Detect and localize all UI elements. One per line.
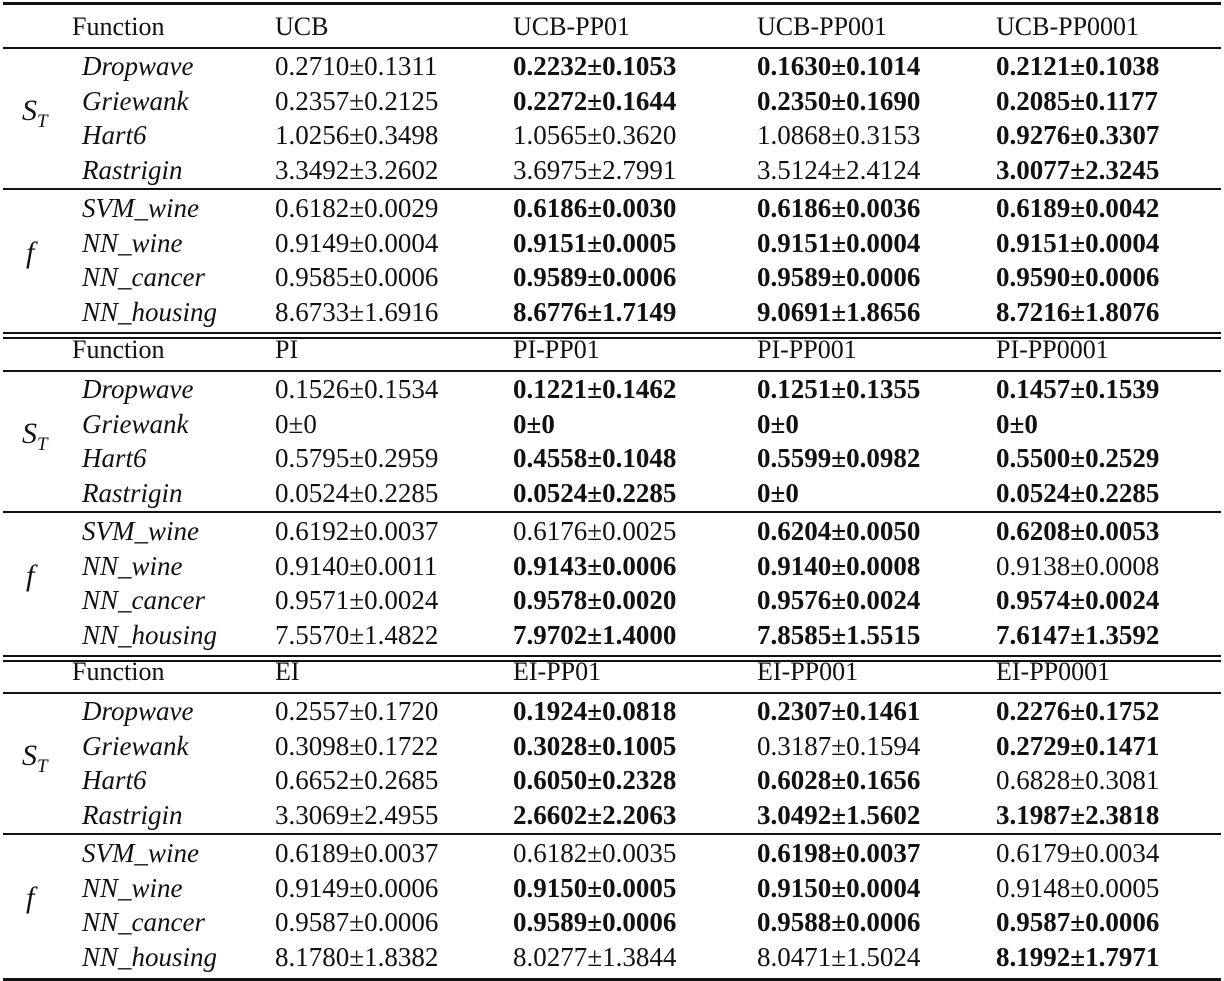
function-name: Dropwave <box>82 374 194 404</box>
column-header-function: Function <box>72 335 165 364</box>
metric-value: 0.9587±0.0006 <box>275 907 439 937</box>
metric-value: 0.9149±0.0006 <box>275 872 439 903</box>
metric-value: 0.6828±0.3081 <box>996 765 1160 795</box>
metric-value: 0.9140±0.0008 <box>757 550 921 581</box>
column-header: EI-PP01 <box>513 657 602 686</box>
metric-value: 3.3492±3.2602 <box>275 154 439 185</box>
function-name: Griewank <box>82 85 189 116</box>
metric-value: 0±0 <box>757 477 799 508</box>
group-label-st <box>22 417 48 456</box>
metric-value: 0.1221±0.1462 <box>513 374 677 404</box>
function-name: NN_housing <box>82 619 218 650</box>
metric-value: 0.2276±0.1752 <box>996 696 1160 726</box>
metric-value: 8.0471±1.5024 <box>757 941 921 972</box>
metric-value: 3.3069±2.4955 <box>275 799 439 830</box>
metric-value: 0.0524±0.2285 <box>275 477 439 508</box>
group-rule <box>3 833 1221 835</box>
metric-value: 0.3187±0.1594 <box>757 730 921 761</box>
metric-value: 0.6186±0.0036 <box>757 193 921 223</box>
metric-value: 0.9150±0.0005 <box>513 872 677 903</box>
metric-value: 3.1987±2.3818 <box>996 799 1160 830</box>
column-header: UCB <box>275 12 329 41</box>
metric-value: 0.9151±0.0005 <box>513 227 677 258</box>
group-label-subscript: T <box>37 756 48 777</box>
metric-value: 8.1780±1.8382 <box>275 941 439 972</box>
group-label-st <box>22 739 48 778</box>
metric-value: 0.2232±0.1053 <box>513 51 677 81</box>
metric-value: 0.9151±0.0004 <box>996 227 1160 258</box>
metric-value: 0.2710±0.1311 <box>275 51 438 81</box>
function-name: NN_cancer <box>82 907 205 937</box>
function-name: NN_cancer <box>82 262 205 292</box>
function-name: SVM_wine <box>82 838 199 868</box>
metric-value: 0.3028±0.1005 <box>513 730 677 761</box>
group-label-main: S <box>22 739 37 772</box>
group-label-main: S <box>22 417 37 450</box>
metric-value: 0±0 <box>275 408 317 439</box>
group-rule <box>3 188 1221 190</box>
column-header: PI-PP001 <box>757 335 857 364</box>
function-name: SVM_wine <box>82 516 199 546</box>
metric-value: 7.6147±1.3592 <box>996 619 1160 650</box>
metric-value: 0.9576±0.0024 <box>757 585 921 615</box>
metric-value: 7.8585±1.5515 <box>757 619 921 650</box>
top-rule <box>3 2 1221 5</box>
metric-value: 0.9150±0.0004 <box>757 872 921 903</box>
metric-value: 8.6776±1.7149 <box>513 296 677 327</box>
function-name: Hart6 <box>82 765 147 795</box>
function-name: Rastrigin <box>82 477 183 508</box>
function-name: Rastrigin <box>82 799 183 830</box>
metric-value: 0.9276±0.3307 <box>996 120 1160 150</box>
metric-value: 0.6192±0.0037 <box>275 516 439 546</box>
group-label-subscript: T <box>37 434 48 455</box>
function-name: Hart6 <box>82 120 147 150</box>
function-name: NN_housing <box>82 296 218 327</box>
metric-value: 0.1251±0.1355 <box>757 374 921 404</box>
metric-value: 0.1630±0.1014 <box>757 51 921 81</box>
metric-value: 0.9587±0.0006 <box>996 907 1160 937</box>
metric-value: 0.1457±0.1539 <box>996 374 1160 404</box>
metric-value: 0.9588±0.0006 <box>757 907 921 937</box>
metric-value: 0.9148±0.0005 <box>996 872 1160 903</box>
function-name: Rastrigin <box>82 154 183 185</box>
metric-value: 0.2272±0.1644 <box>513 85 677 116</box>
metric-value: 0.9149±0.0004 <box>275 227 439 258</box>
metric-value: 0±0 <box>757 408 799 439</box>
group-label-f: f <box>26 236 35 269</box>
metric-value: 0.3098±0.1722 <box>275 730 439 761</box>
metric-value: 0.1924±0.0818 <box>513 696 677 726</box>
metric-value: 0.6050±0.2328 <box>513 765 677 795</box>
metric-value: 0.4558±0.1048 <box>513 443 677 473</box>
metric-value: 0.9574±0.0024 <box>996 585 1160 615</box>
metric-value: 8.0277±1.3844 <box>513 941 677 972</box>
metric-value: 0.9151±0.0004 <box>757 227 921 258</box>
metric-value: 8.6733±1.6916 <box>275 296 439 327</box>
function-name: NN_housing <box>82 941 218 972</box>
metric-value: 9.0691±1.8656 <box>757 296 921 327</box>
column-header-function: Function <box>72 657 165 686</box>
function-name: NN_wine <box>82 550 183 581</box>
metric-value: 2.6602±2.2063 <box>513 799 677 830</box>
metric-value: 0±0 <box>513 408 555 439</box>
metric-value: 3.0492±1.5602 <box>757 799 921 830</box>
metric-value: 0.9589±0.0006 <box>513 907 677 937</box>
metric-value: 0.6182±0.0029 <box>275 193 439 223</box>
column-header: PI <box>275 335 299 364</box>
metric-value: 0.5795±0.2959 <box>275 443 439 473</box>
function-name: NN_wine <box>82 872 183 903</box>
metric-value: 0.9590±0.0006 <box>996 262 1160 292</box>
metric-value: 0.5500±0.2529 <box>996 443 1160 473</box>
metric-value: 0.6198±0.0037 <box>757 838 921 868</box>
function-name: Hart6 <box>82 443 147 473</box>
group-label-st <box>22 94 48 133</box>
metric-value: 1.0256±0.3498 <box>275 120 439 150</box>
column-header: EI-PP001 <box>757 657 859 686</box>
column-header-function: Function <box>72 12 165 41</box>
metric-value: 0.2729±0.1471 <box>996 730 1160 761</box>
column-header: UCB-PP001 <box>757 12 888 41</box>
function-name: SVM_wine <box>82 193 199 223</box>
column-header: PI-PP01 <box>513 335 600 364</box>
function-name: NN_wine <box>82 227 183 258</box>
metric-value: 7.5570±1.4822 <box>275 619 439 650</box>
metric-value: 0.9589±0.0006 <box>513 262 677 292</box>
metric-value: 0.2350±0.1690 <box>757 85 921 116</box>
metric-value: 0.9585±0.0006 <box>275 262 439 292</box>
metric-value: 0.6182±0.0035 <box>513 838 677 868</box>
metric-value: 0.6186±0.0030 <box>513 193 677 223</box>
column-header: EI-PP0001 <box>996 657 1111 686</box>
metric-value: 0.0524±0.2285 <box>996 477 1160 508</box>
metric-value: 8.7216±1.8076 <box>996 296 1160 327</box>
metric-value: 0.6179±0.0034 <box>996 838 1160 868</box>
metric-value: 0.6189±0.0042 <box>996 193 1160 223</box>
group-label-subscript: T <box>37 111 48 132</box>
metric-value: 0.2357±0.2125 <box>275 85 439 116</box>
column-header: UCB-PP01 <box>513 12 631 41</box>
metric-value: 0.9143±0.0006 <box>513 550 677 581</box>
metric-value: 0.9578±0.0020 <box>513 585 677 615</box>
metric-value: 7.9702±1.4000 <box>513 619 677 650</box>
metric-value: 0.2557±0.1720 <box>275 696 439 726</box>
column-header: PI-PP0001 <box>996 335 1109 364</box>
metric-value: 1.0868±0.3153 <box>757 120 921 150</box>
metric-value: 0.9140±0.0011 <box>275 550 438 581</box>
metric-value: 0.9589±0.0006 <box>757 262 921 292</box>
metric-value: 0.1526±0.1534 <box>275 374 439 404</box>
metric-value: 3.0077±2.3245 <box>996 154 1160 185</box>
metric-value: 0.6176±0.0025 <box>513 516 677 546</box>
metric-value: 0.6208±0.0053 <box>996 516 1160 546</box>
group-label-main: S <box>22 94 37 127</box>
group-label-f: f <box>26 881 35 914</box>
metric-value: 8.1992±1.7971 <box>996 941 1160 972</box>
metric-value: 0.2121±0.1038 <box>996 51 1160 81</box>
metric-value: 0.2307±0.1461 <box>757 696 921 726</box>
metric-value: 0.6652±0.2685 <box>275 765 439 795</box>
metric-value: 1.0565±0.3620 <box>513 120 677 150</box>
function-name: Dropwave <box>82 696 194 726</box>
function-name: NN_cancer <box>82 585 205 615</box>
column-header: UCB-PP0001 <box>996 12 1140 41</box>
column-header: EI <box>275 657 300 686</box>
metric-value: 0.9138±0.0008 <box>996 550 1160 581</box>
group-rule <box>3 511 1221 513</box>
metric-value: 0.6189±0.0037 <box>275 838 439 868</box>
metric-value: 0.9571±0.0024 <box>275 585 439 615</box>
metric-value: 0.2085±0.1177 <box>996 85 1158 116</box>
metric-value: 0.5599±0.0982 <box>757 443 921 473</box>
metric-value: 0±0 <box>996 408 1038 439</box>
metric-value: 0.6204±0.0050 <box>757 516 921 546</box>
metric-value: 0.6028±0.1656 <box>757 765 921 795</box>
metric-value: 3.5124±2.4124 <box>757 154 921 185</box>
function-name: Griewank <box>82 408 189 439</box>
group-label-f: f <box>26 559 35 592</box>
metric-value: 3.6975±2.7991 <box>513 154 677 185</box>
function-name: Dropwave <box>82 51 194 81</box>
function-name: Griewank <box>82 730 189 761</box>
metric-value: 0.0524±0.2285 <box>513 477 677 508</box>
